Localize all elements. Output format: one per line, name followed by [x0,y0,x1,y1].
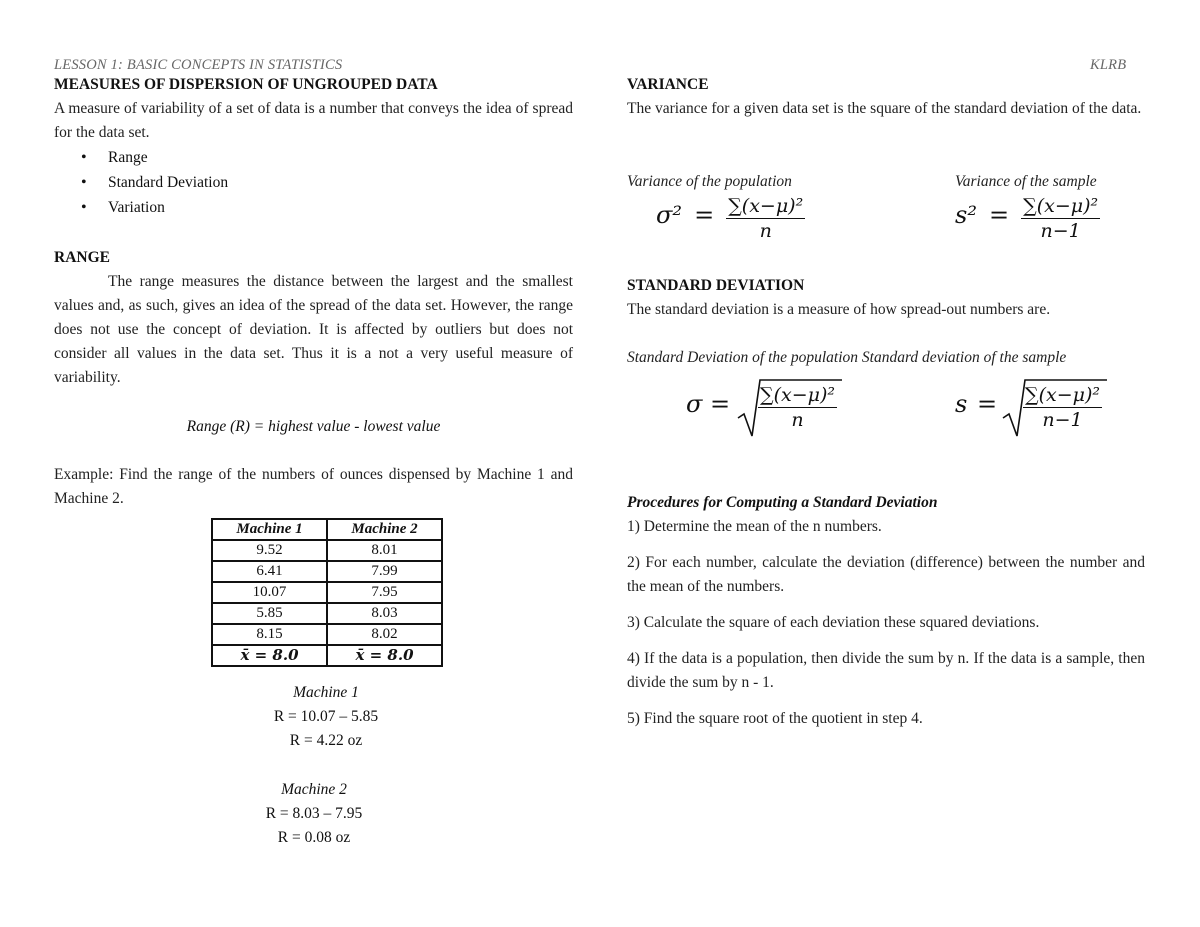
intro-paragraph: A measure of variability of a set of data is a number that conveys the idea of spread for the data set. [54,100,573,141]
range-formula: Range (R) = highest value - lowest value [186,418,441,435]
list-item: 1) Determine the mean of the n numbers. [627,518,882,535]
header-author-initials: KLRB [1090,57,1127,73]
table-cell: 8.15 [212,624,327,645]
standard-deviation-heading: STANDARD DEVIATION [627,277,805,294]
range-heading: RANGE [54,249,110,266]
variance-numerator: ∑(x−μ)² [728,195,804,217]
header-lesson-title: LESSON 1: BASIC CONCEPTS IN STATISTICS [54,57,343,73]
procedures-title: Procedures for Computing a Standard Deviation [627,494,938,511]
procedures-steps [627,515,1145,731]
sd-numerator: ∑(x−μ)² [1025,384,1100,406]
measures-list [54,146,354,221]
sd-sample-denominator: n−1 [1042,409,1083,431]
machine-1-calculation [211,681,441,753]
machine-1-range-result: R = 4.22 oz [289,732,363,749]
table-cell: 8.01 [327,540,442,561]
standard-deviation-paragraph: The standard deviation is a measure of how spread-out numbers are. [627,301,1051,318]
table-row [212,582,442,603]
variance-population-denominator: n [759,220,772,242]
table-header-row [212,519,442,540]
table-cell: 6.41 [212,561,327,582]
variance-population-label: Variance of the population [627,173,792,190]
s-symbol: s [955,390,968,418]
s-squared-symbol: s² [955,201,977,229]
table-cell: 8.03 [327,603,442,624]
machine-2-label: Machine 2 [281,781,347,798]
variance-sample-denominator: n−1 [1040,220,1081,242]
list-item: 4) If the data is a population, then divide the sum by n. If the data is a sample, then divide the sum by n - 1. [627,650,1145,691]
table-mean-row [212,645,442,666]
sd-population-denominator: n [791,409,804,431]
sigma-squared-symbol: σ² [656,201,683,229]
machine-1-range-step: R = 10.07 – 5.85 [273,708,379,725]
machine-2-range-step: R = 8.03 – 7.95 [265,805,363,822]
table-cell: 10.07 [212,582,327,603]
machine-2-calculation [199,778,429,850]
example-paragraph: Example: Find the range of the numbers of ounces dispensed by Machine 1 and Machine 2. [54,466,573,507]
table-header-machine-1: Machine 1 [212,519,327,540]
table-row [212,540,442,561]
table-cell: 9.52 [212,540,327,561]
variance-sample-label: Variance of the sample [955,173,1097,190]
table-mean-machine-2: x̄ = 8.0 [327,645,442,666]
table-mean-machine-1: x̄ = 8.0 [212,645,327,666]
table-row [212,603,442,624]
variance-population-formula: σ² = $\frac{\text{∑(x−μ)²}}{n}$ [656,195,804,242]
list-item: 3) Calculate the square of each deviation these squared deviations. [627,614,1040,631]
table-cell: 7.95 [327,582,442,603]
table-row [212,624,442,645]
table-row [212,561,442,582]
list-item: • Standard Deviation [54,171,354,196]
machine-2-range-result: R = 0.08 oz [277,829,351,846]
list-item: • Variation [54,196,354,221]
standard-deviation-labels: Standard Deviation of the population Standard deviation of the sample [627,349,1067,366]
variance-paragraph: The variance for a given data set is the square of the standard deviation of the data. [627,100,1142,117]
list-item: 5) Find the square root of the quotient in step 4. [627,710,923,727]
table-header-machine-2: Machine 2 [327,519,442,540]
section-title-dispersion: MEASURES OF DISPERSION OF UNGROUPED DATA [54,76,438,93]
sd-numerator: ∑(x−μ)² [760,384,835,406]
variance-numerator: ∑(x−μ)² [1023,195,1099,217]
sigma-symbol: σ [686,390,703,418]
table-cell: 8.02 [327,624,442,645]
machine-data-table [211,518,443,667]
list-item: 2) For each number, calculate the deviation (difference) between the number and the mean of the numbers. [627,554,1145,595]
table-cell: 7.99 [327,561,442,582]
machine-1-label: Machine 1 [293,684,359,701]
table-cell: 5.85 [212,603,327,624]
list-item: • Range [54,146,354,171]
variance-heading: VARIANCE [627,76,709,93]
range-paragraph: The range measures the distance between the largest and the smallest values and, as such, gives an idea of the spread of the data set. However, the range does not use the concept of deviation. It is affected by outliers but does not consider all values in the data set. Thus it is a not a very useful measure of variability. [54,273,573,386]
variance-sample-formula: s² = $\frac{\text{∑(x−μ)²}}{n-1}$ [955,195,1099,242]
